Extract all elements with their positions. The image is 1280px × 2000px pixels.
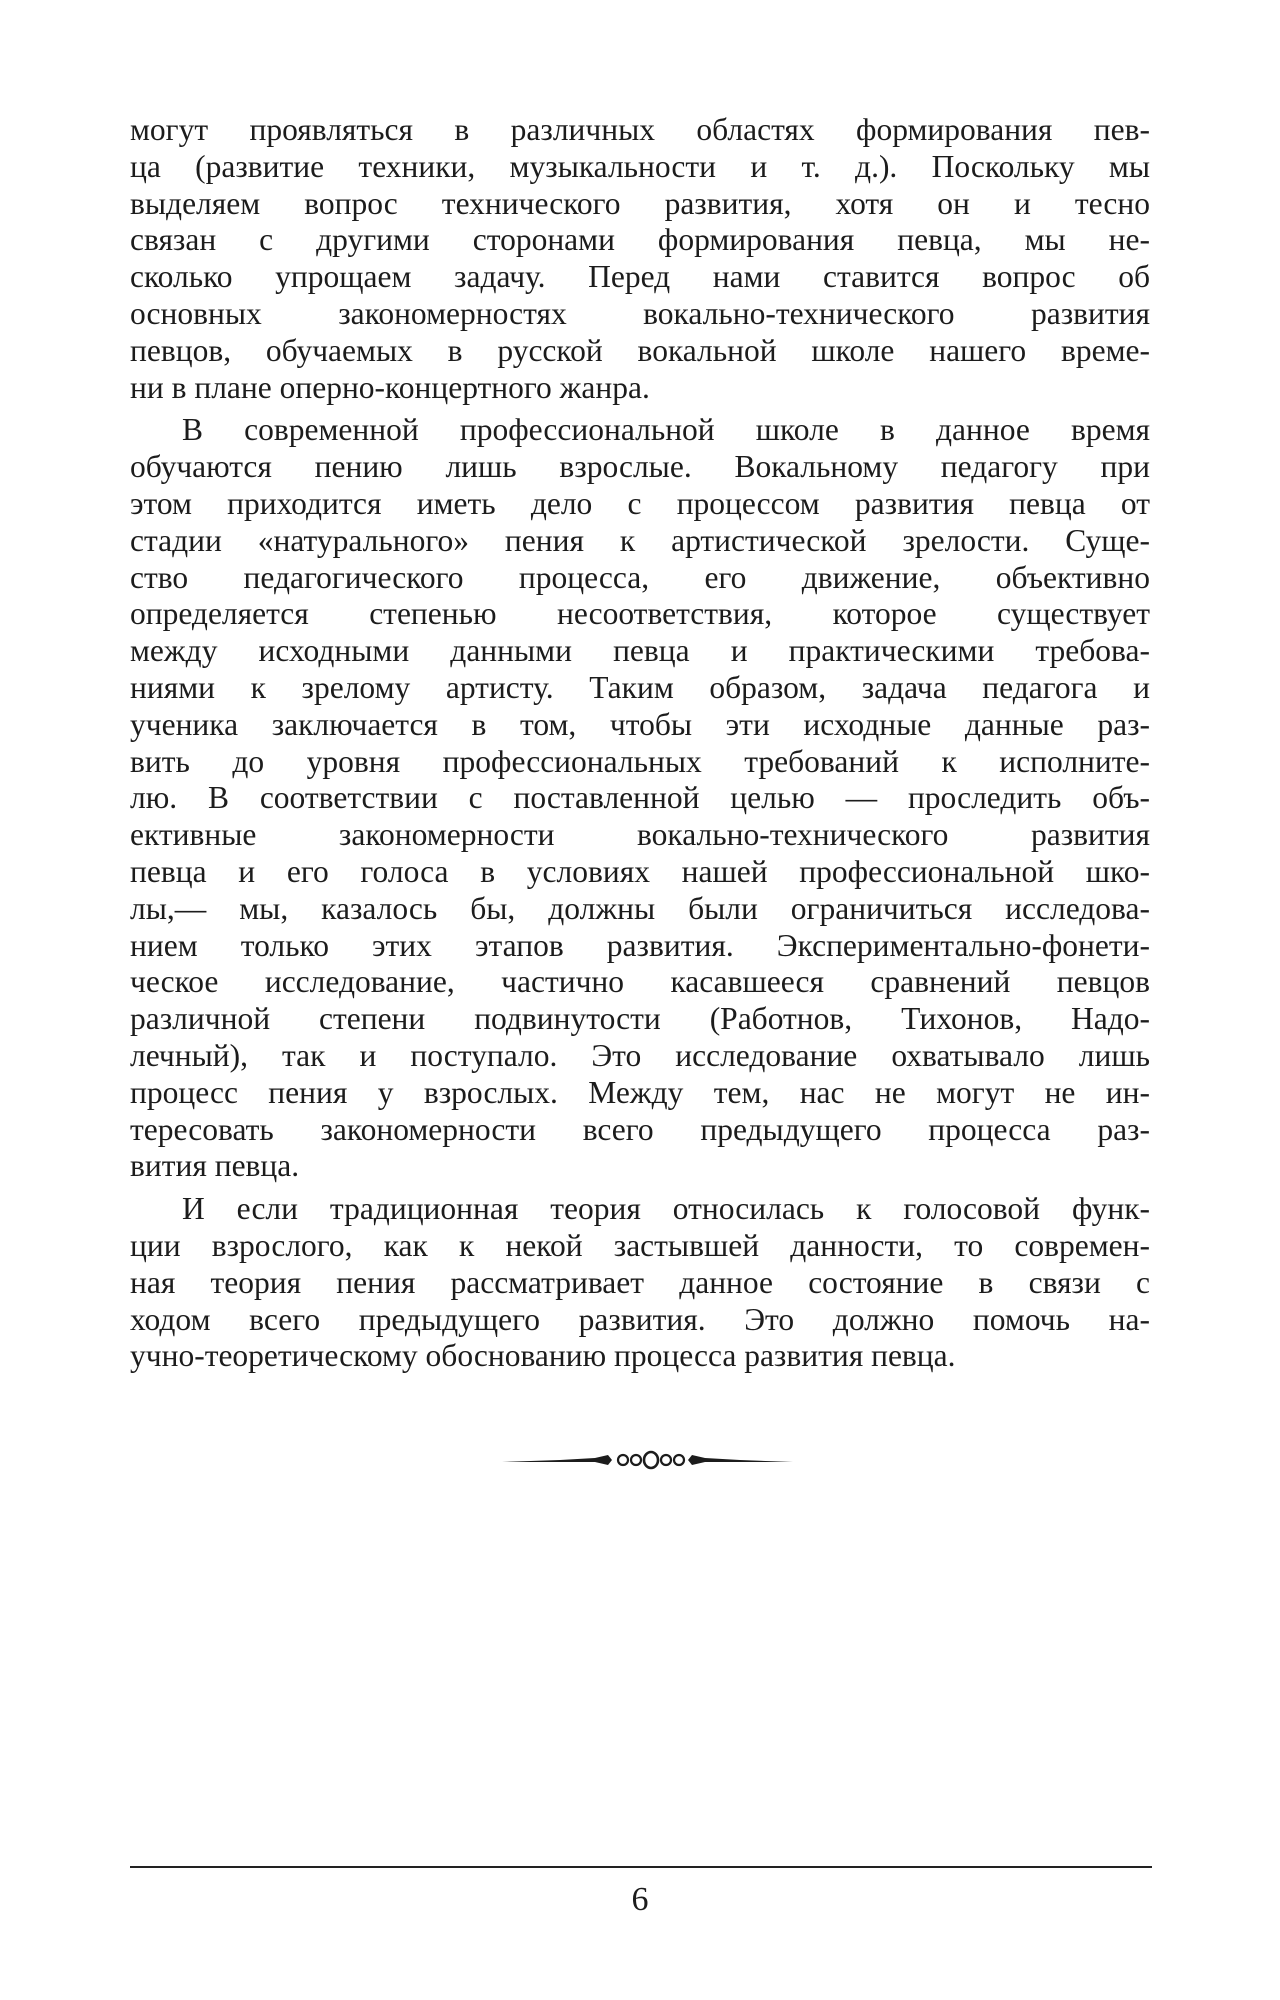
text-line: И если традиционная теория относилась к голосовой функ-: [182, 1191, 1150, 1227]
text-line: между исходными данными певца и практическими требова-: [130, 633, 1150, 669]
text-line: сколько упрощаем задачу. Перед нами ставится вопрос об: [130, 259, 1150, 295]
text-line: могут проявляться в различных областях формирования пев-: [130, 112, 1150, 147]
page-number: 6: [631, 1881, 649, 1918]
text-line: ективные закономерности вокально-технического развития: [130, 817, 1150, 853]
text-line: ная теория пения рассматривает данное состояние в связи с: [130, 1264, 1150, 1300]
paragraph-1: [130, 112, 1150, 406]
text-line: связан с другими сторонами формирования певца, мы не-: [130, 222, 1150, 258]
paragraph-3: [130, 1191, 1150, 1375]
page-body: [130, 112, 1150, 1375]
text-line: стадии «натурального» пения к артистической зрелости. Суще-: [130, 522, 1150, 558]
text-line: ческое исследование, частично касавшееся сравнений певцов: [130, 964, 1150, 1000]
text-line: ца (развитие техники, музыкальности и т. д.). Поскольку мы: [130, 148, 1150, 184]
text-line: тересовать закономерности всего предыдущего процесса раз-: [130, 1111, 1150, 1147]
text-line: выделяем вопрос технического развития, хотя он и тесно: [130, 185, 1150, 221]
text-line: учно-теоретическому обоснованию процесса развития певца.: [130, 1338, 956, 1374]
text-line: ходом всего предыдущего развития. Это должно помочь на-: [130, 1301, 1150, 1337]
text-line: лю. В соответствии с поставленной целью — проследить объ-: [130, 780, 1150, 816]
text-line: вития певца.: [130, 1148, 300, 1184]
text-line: лы,— мы, казалось бы, должны были ограничиться исследова-: [130, 890, 1150, 926]
text-line: обучаются пению лишь взрослые. Вокальному педагогу при: [130, 449, 1150, 485]
footer-rule: [130, 1866, 1152, 1868]
text-line: ции взрослого, как к некой застывшей данности, то современ-: [130, 1227, 1150, 1263]
text-line: вить до уровня профессиональных требований к исполните-: [130, 743, 1150, 779]
text-line: лечный), так и поступало. Это исследование охватывало лишь: [130, 1037, 1150, 1073]
text-line: певца и его голоса в условиях нашей профессиональной шко-: [130, 853, 1150, 889]
text-line: певцов, обучаемых в русской вокальной школе нашего време-: [130, 332, 1150, 368]
text-line: нием только этих этапов развития. Экспериментально-фонети-: [130, 927, 1150, 963]
text-line: различной степени подвинутости (Работнов, Тихонов, Надо-: [130, 1001, 1150, 1037]
text-line: основных закономерностях вокально-технического развития: [130, 295, 1150, 331]
text-line: ученика заключается в том, чтобы эти исходные данные раз-: [130, 706, 1150, 742]
text-line: ни в плане оперно-концертного жанра.: [130, 369, 650, 405]
text-line: этом приходится иметь дело с процессом развития певца от: [130, 485, 1150, 521]
text-line: ниями к зрелому артисту. Таким образом, задача педагога и: [130, 669, 1150, 705]
paragraph-2: [130, 412, 1150, 1185]
ornament-divider-icon: [500, 1447, 795, 1473]
text-line: В современной профессиональной школе в данное время: [182, 412, 1150, 448]
text-line: определяется степенью несоответствия, которое существует: [130, 596, 1150, 632]
text-line: процесс пения у взрослых. Между тем, нас не могут не ин-: [130, 1074, 1150, 1110]
text-line: ство педагогического процесса, его движение, объективно: [130, 559, 1150, 595]
